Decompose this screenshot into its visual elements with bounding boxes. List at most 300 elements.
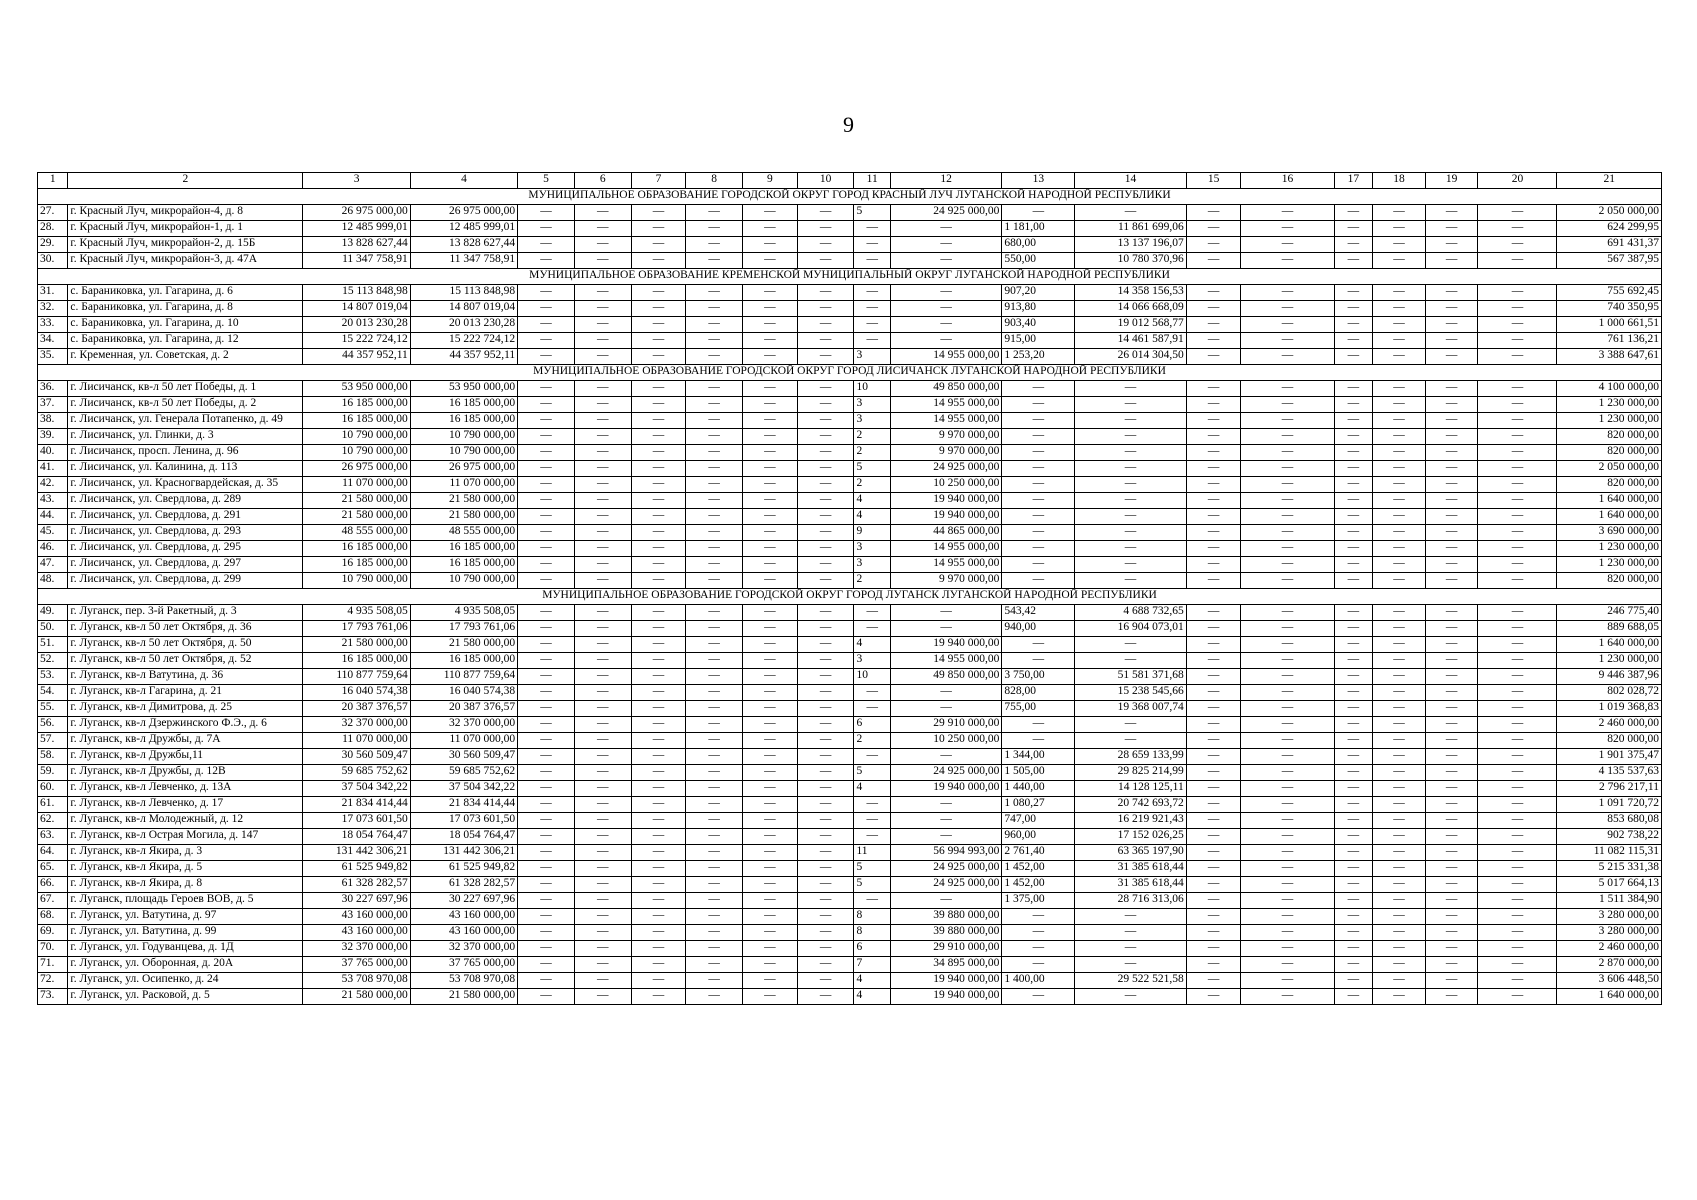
value-cell: —	[1373, 717, 1426, 733]
value-cell: 740 350,95	[1557, 301, 1662, 317]
value-cell: —	[686, 813, 743, 829]
address-cell: г. Луганск, кв-л Дружбы, д. 12В	[68, 765, 303, 781]
value-cell: —	[686, 957, 743, 973]
value-cell: —	[1373, 797, 1426, 813]
value-cell: —	[686, 509, 743, 525]
column-header: 12	[890, 173, 1001, 189]
value-cell: —	[797, 333, 854, 349]
value-cell: —	[743, 477, 798, 493]
value-cell: 26 975 000,00	[303, 205, 410, 221]
value-cell: —	[743, 413, 798, 429]
value-cell: —	[518, 941, 575, 957]
value-cell: 11 070 000,00	[303, 733, 410, 749]
table-row	[38, 653, 1662, 669]
value-cell: —	[854, 621, 890, 637]
value-cell: 13 828 627,44	[410, 237, 517, 253]
value-cell: —	[890, 797, 1001, 813]
value-cell: —	[1002, 541, 1075, 557]
value-cell: —	[1186, 397, 1241, 413]
value-cell: —	[797, 909, 854, 925]
value-cell: —	[1425, 317, 1478, 333]
value-cell: —	[686, 333, 743, 349]
value-cell: —	[518, 989, 575, 1005]
value-cell: 19 940 000,00	[890, 973, 1001, 989]
value-cell: 131 442 306,21	[410, 845, 517, 861]
value-cell: —	[631, 557, 686, 573]
value-cell: —	[797, 797, 854, 813]
table-row	[38, 797, 1662, 813]
value-cell: —	[574, 253, 631, 269]
value-cell: —	[743, 781, 798, 797]
value-cell: —	[1425, 973, 1478, 989]
value-cell: —	[1425, 509, 1478, 525]
value-cell: 4	[854, 989, 890, 1005]
value-cell: —	[1373, 477, 1426, 493]
value-cell: —	[518, 237, 575, 253]
address-cell: г. Луганск, ул. Ватутина, д. 97	[68, 909, 303, 925]
value-cell: 19 940 000,00	[890, 989, 1001, 1005]
value-cell: 3	[854, 653, 890, 669]
value-cell: —	[1241, 893, 1334, 909]
value-cell: —	[743, 557, 798, 573]
table-row	[38, 205, 1662, 221]
value-cell: —	[797, 989, 854, 1005]
value-cell: —	[1002, 941, 1075, 957]
value-cell: —	[631, 653, 686, 669]
value-cell: —	[1425, 845, 1478, 861]
value-cell: 131 442 306,21	[303, 845, 410, 861]
value-cell: —	[518, 349, 575, 365]
value-cell: 9 970 000,00	[890, 573, 1001, 589]
table-row	[38, 861, 1662, 877]
value-cell: —	[1373, 413, 1426, 429]
row-number: 57.	[38, 733, 68, 749]
address-cell: г. Луганск, кв-л Молодежный, д. 12	[68, 813, 303, 829]
value-cell: 2 050 000,00	[1557, 205, 1662, 221]
value-cell: —	[1186, 525, 1241, 541]
value-cell: —	[1373, 941, 1426, 957]
value-cell: —	[631, 701, 686, 717]
value-cell: —	[631, 813, 686, 829]
value-cell: 902 738,22	[1557, 829, 1662, 845]
value-cell: —	[743, 445, 798, 461]
value-cell: 32 370 000,00	[303, 717, 410, 733]
table-row	[38, 925, 1662, 941]
value-cell: 20 742 693,72	[1075, 797, 1186, 813]
value-cell: —	[1334, 845, 1372, 861]
value-cell: —	[1186, 461, 1241, 477]
value-cell: —	[518, 685, 575, 701]
value-cell: 7	[854, 957, 890, 973]
value-cell: —	[631, 861, 686, 877]
value-cell: —	[743, 237, 798, 253]
value-cell: —	[1478, 829, 1557, 845]
value-cell: —	[743, 605, 798, 621]
value-cell: 63 365 197,90	[1075, 845, 1186, 861]
value-cell: 828,00	[1002, 685, 1075, 701]
value-cell: 29 522 521,58	[1075, 973, 1186, 989]
value-cell: —	[1334, 701, 1372, 717]
address-cell: г. Луганск, кв-л Якира, д. 3	[68, 845, 303, 861]
value-cell: 48 555 000,00	[410, 525, 517, 541]
address-cell: г. Луганск, кв-л Якира, д. 5	[68, 861, 303, 877]
value-cell: —	[631, 333, 686, 349]
value-cell: —	[1241, 973, 1334, 989]
value-cell: —	[797, 941, 854, 957]
value-cell: —	[686, 685, 743, 701]
value-cell: —	[574, 621, 631, 637]
value-cell: 53 950 000,00	[303, 381, 410, 397]
row-number: 69.	[38, 925, 68, 941]
value-cell: —	[1478, 509, 1557, 525]
value-cell: —	[854, 317, 890, 333]
row-number: 55.	[38, 701, 68, 717]
table-row	[38, 877, 1662, 893]
value-cell: —	[631, 765, 686, 781]
value-cell: —	[890, 221, 1001, 237]
value-cell: —	[797, 461, 854, 477]
value-cell: —	[1334, 461, 1372, 477]
value-cell: —	[574, 797, 631, 813]
value-cell: —	[890, 253, 1001, 269]
value-cell: 14 955 000,00	[890, 349, 1001, 365]
value-cell: —	[1425, 877, 1478, 893]
section-title: МУНИЦИПАЛЬНОЕ ОБРАЗОВАНИЕ ГОРОДСКОЙ ОКРУГ ГОРОД ЛУГАНСК ЛУГАНСКОЙ НАРОДНОЙ РЕСПУБЛИКИ	[38, 589, 1662, 605]
address-cell: г. Луганск, ул. Годуванцева, д. 1Д	[68, 941, 303, 957]
table-row	[38, 381, 1662, 397]
value-cell: —	[574, 477, 631, 493]
value-cell: —	[1478, 749, 1557, 765]
value-cell: —	[1373, 461, 1426, 477]
value-cell: —	[797, 205, 854, 221]
value-cell: —	[1186, 685, 1241, 701]
value-cell: 10 790 000,00	[303, 573, 410, 589]
value-cell: —	[1241, 877, 1334, 893]
value-cell: —	[1241, 845, 1334, 861]
value-cell: —	[743, 493, 798, 509]
value-cell: —	[1075, 733, 1186, 749]
value-cell: —	[574, 541, 631, 557]
section-header-row	[38, 589, 1662, 605]
value-cell: —	[574, 749, 631, 765]
value-cell: —	[1241, 797, 1334, 813]
value-cell: —	[1373, 237, 1426, 253]
value-cell: 17 073 601,50	[410, 813, 517, 829]
row-number: 28.	[38, 221, 68, 237]
table-row	[38, 349, 1662, 365]
value-cell: —	[743, 621, 798, 637]
value-cell: —	[890, 333, 1001, 349]
value-cell: —	[1425, 765, 1478, 781]
value-cell: —	[1373, 429, 1426, 445]
value-cell: —	[743, 909, 798, 925]
value-cell: —	[743, 221, 798, 237]
value-cell: 16 219 921,43	[1075, 813, 1186, 829]
value-cell: —	[686, 397, 743, 413]
value-cell: 3 690 000,00	[1557, 525, 1662, 541]
value-cell: 1 452,00	[1002, 861, 1075, 877]
value-cell: —	[797, 397, 854, 413]
value-cell: —	[1075, 461, 1186, 477]
address-cell: с. Бараниковка, ул. Гагарина, д. 6	[68, 285, 303, 301]
value-cell: —	[1002, 653, 1075, 669]
value-cell: —	[1334, 973, 1372, 989]
row-number: 47.	[38, 557, 68, 573]
value-cell: —	[518, 333, 575, 349]
address-cell: г. Луганск, кв-л Левченко, д. 13А	[68, 781, 303, 797]
value-cell: —	[1186, 717, 1241, 733]
value-cell: —	[1186, 669, 1241, 685]
value-cell: —	[1241, 429, 1334, 445]
value-cell: 2	[854, 445, 890, 461]
value-cell: 20 013 230,28	[303, 317, 410, 333]
value-cell: —	[1075, 477, 1186, 493]
value-cell: —	[1373, 781, 1426, 797]
table-row	[38, 525, 1662, 541]
value-cell: —	[686, 461, 743, 477]
value-cell: 820 000,00	[1557, 445, 1662, 461]
value-cell: —	[686, 797, 743, 813]
value-cell: 1 230 000,00	[1557, 413, 1662, 429]
value-cell: —	[1478, 957, 1557, 973]
value-cell: —	[574, 605, 631, 621]
value-cell: 761 136,21	[1557, 333, 1662, 349]
value-cell: 24 925 000,00	[890, 765, 1001, 781]
value-cell: —	[743, 877, 798, 893]
value-cell: —	[1186, 765, 1241, 781]
value-cell: —	[854, 749, 890, 765]
value-cell: —	[631, 349, 686, 365]
value-cell: 16 185 000,00	[410, 557, 517, 573]
value-cell: —	[686, 925, 743, 941]
table-row	[38, 909, 1662, 925]
value-cell: 889 688,05	[1557, 621, 1662, 637]
value-cell: —	[518, 253, 575, 269]
value-cell: 11 861 699,06	[1075, 221, 1186, 237]
value-cell: —	[1241, 445, 1334, 461]
value-cell: —	[518, 957, 575, 973]
value-cell: —	[797, 317, 854, 333]
value-cell: —	[686, 717, 743, 733]
value-cell: —	[890, 237, 1001, 253]
value-cell: —	[574, 445, 631, 461]
address-cell: г. Луганск, кв-л 50 лет Октября, д. 52	[68, 653, 303, 669]
value-cell: —	[1002, 445, 1075, 461]
value-cell: —	[1334, 541, 1372, 557]
value-cell: —	[1186, 253, 1241, 269]
value-cell: —	[743, 733, 798, 749]
value-cell: —	[1478, 781, 1557, 797]
value-cell: —	[1425, 717, 1478, 733]
value-cell: —	[1373, 541, 1426, 557]
value-cell: 10 790 000,00	[303, 445, 410, 461]
value-cell: 4	[854, 781, 890, 797]
value-cell: —	[797, 813, 854, 829]
section-title: МУНИЦИПАЛЬНОЕ ОБРАЗОВАНИЕ КРЕМЕНСКОЙ МУНИЦИПАЛЬНЫЙ ОКРУГ ЛУГАНСКОЙ НАРОДНОЙ РЕСПУБЛИКИ	[38, 269, 1662, 285]
value-cell: —	[1478, 381, 1557, 397]
table-row	[38, 749, 1662, 765]
address-cell: г. Красный Луч, микрорайон-3, д. 47А	[68, 253, 303, 269]
value-cell: —	[1373, 333, 1426, 349]
value-cell: —	[1373, 285, 1426, 301]
value-cell: 16 185 000,00	[303, 557, 410, 573]
value-cell: —	[1334, 381, 1372, 397]
value-cell: —	[1478, 413, 1557, 429]
value-cell: —	[1373, 733, 1426, 749]
value-cell: —	[518, 909, 575, 925]
value-cell: —	[1478, 605, 1557, 621]
value-cell: —	[797, 605, 854, 621]
value-cell: —	[574, 781, 631, 797]
value-cell: 44 865 000,00	[890, 525, 1001, 541]
value-cell: —	[1373, 509, 1426, 525]
row-number: 59.	[38, 765, 68, 781]
value-cell: —	[518, 781, 575, 797]
value-cell: —	[797, 861, 854, 877]
value-cell: —	[1478, 493, 1557, 509]
value-cell: —	[1334, 429, 1372, 445]
value-cell: —	[1334, 781, 1372, 797]
value-cell: —	[1241, 525, 1334, 541]
value-cell: 1 230 000,00	[1557, 541, 1662, 557]
value-cell: 53 950 000,00	[410, 381, 517, 397]
value-cell: —	[1334, 877, 1372, 893]
value-cell: —	[1425, 461, 1478, 477]
value-cell: —	[574, 301, 631, 317]
value-cell: —	[686, 445, 743, 461]
table-row	[38, 301, 1662, 317]
value-cell: 17 152 026,25	[1075, 829, 1186, 845]
column-header: 18	[1373, 173, 1426, 189]
value-cell: —	[631, 525, 686, 541]
value-cell: 15 222 724,12	[303, 333, 410, 349]
value-cell: —	[1075, 541, 1186, 557]
value-cell: —	[1241, 717, 1334, 733]
column-header: 6	[574, 173, 631, 189]
value-cell: —	[1002, 989, 1075, 1005]
value-cell: 61 525 949,82	[410, 861, 517, 877]
value-cell: 680,00	[1002, 237, 1075, 253]
value-cell: —	[1425, 301, 1478, 317]
address-cell: г. Луганск, кв-л Димитрова, д. 25	[68, 701, 303, 717]
value-cell: —	[686, 237, 743, 253]
value-cell: 11 082 115,31	[1557, 845, 1662, 861]
value-cell: —	[1241, 413, 1334, 429]
value-cell: —	[518, 797, 575, 813]
value-cell: 14 955 000,00	[890, 541, 1001, 557]
value-cell: 1 901 375,47	[1557, 749, 1662, 765]
value-cell: —	[1334, 669, 1372, 685]
value-cell: —	[1373, 637, 1426, 653]
address-cell: г. Луганск, кв-л 50 лет Октября, д. 36	[68, 621, 303, 637]
value-cell: —	[743, 957, 798, 973]
value-cell: —	[1241, 221, 1334, 237]
value-cell: —	[1425, 621, 1478, 637]
value-cell: 802 028,72	[1557, 685, 1662, 701]
value-cell: —	[743, 317, 798, 333]
value-cell: —	[1241, 765, 1334, 781]
value-cell: —	[1334, 797, 1372, 813]
section-title: МУНИЦИПАЛЬНОЕ ОБРАЗОВАНИЕ ГОРОДСКОЙ ОКРУГ ГОРОД КРАСНЫЙ ЛУЧ ЛУГАНСКОЙ НАРОДНОЙ РЕСПУБЛИКИ	[38, 189, 1662, 205]
value-cell: —	[1241, 813, 1334, 829]
address-cell: г. Лисичанск, ул. Генерала Потапенко, д. 49	[68, 413, 303, 429]
value-cell: 1 091 720,72	[1557, 797, 1662, 813]
value-cell: —	[797, 845, 854, 861]
value-cell: 3 388 647,61	[1557, 349, 1662, 365]
address-cell: г. Луганск, площадь Героев ВОВ, д. 5	[68, 893, 303, 909]
value-cell: —	[631, 957, 686, 973]
section-header-row	[38, 189, 1662, 205]
value-cell: 12 485 999,01	[303, 221, 410, 237]
value-cell: —	[518, 301, 575, 317]
value-cell: —	[1186, 957, 1241, 973]
value-cell: —	[1478, 541, 1557, 557]
value-cell: —	[686, 829, 743, 845]
value-cell: 53 708 970,08	[410, 973, 517, 989]
value-cell: —	[1241, 573, 1334, 589]
value-cell: —	[1334, 893, 1372, 909]
table-row	[38, 989, 1662, 1005]
value-cell: 19 012 568,77	[1075, 317, 1186, 333]
value-cell: —	[631, 685, 686, 701]
value-cell: —	[574, 941, 631, 957]
value-cell: 16 904 073,01	[1075, 621, 1186, 637]
value-cell: —	[797, 781, 854, 797]
row-number: 62.	[38, 813, 68, 829]
value-cell: —	[686, 605, 743, 621]
value-cell: —	[1334, 397, 1372, 413]
value-cell: —	[1478, 813, 1557, 829]
value-cell: —	[1241, 749, 1334, 765]
row-number: 64.	[38, 845, 68, 861]
row-number: 60.	[38, 781, 68, 797]
value-cell: —	[574, 413, 631, 429]
value-cell: 624 299,95	[1557, 221, 1662, 237]
address-cell: г. Лисичанск, ул. Свердлова, д. 299	[68, 573, 303, 589]
value-cell: —	[1373, 205, 1426, 221]
value-cell: —	[1425, 893, 1478, 909]
address-cell: г. Красный Луч, микрорайон-4, д. 8	[68, 205, 303, 221]
value-cell: —	[686, 541, 743, 557]
value-cell: —	[743, 653, 798, 669]
address-cell: г. Луганск, пер. 3-й Ракетный, д. 3	[68, 605, 303, 621]
value-cell: —	[797, 477, 854, 493]
value-cell: —	[1186, 909, 1241, 925]
table-row	[38, 637, 1662, 653]
value-cell: —	[797, 413, 854, 429]
value-cell: 2 050 000,00	[1557, 461, 1662, 477]
value-cell: —	[1186, 733, 1241, 749]
value-cell: 16 185 000,00	[410, 397, 517, 413]
value-cell: —	[1002, 205, 1075, 221]
column-header: 17	[1334, 173, 1372, 189]
value-cell: —	[518, 877, 575, 893]
value-cell: 32 370 000,00	[410, 941, 517, 957]
value-cell: —	[1478, 989, 1557, 1005]
value-cell: —	[1425, 925, 1478, 941]
value-cell: 2	[854, 573, 890, 589]
row-number: 44.	[38, 509, 68, 525]
value-cell: —	[1075, 925, 1186, 941]
value-cell: 49 850 000,00	[890, 669, 1001, 685]
value-cell: —	[1425, 605, 1478, 621]
row-number: 65.	[38, 861, 68, 877]
value-cell: —	[1334, 221, 1372, 237]
address-cell: г. Луганск, кв-л Дружбы, д. 7А	[68, 733, 303, 749]
value-cell: —	[631, 317, 686, 333]
value-cell: —	[797, 445, 854, 461]
value-cell: 17 793 761,06	[410, 621, 517, 637]
